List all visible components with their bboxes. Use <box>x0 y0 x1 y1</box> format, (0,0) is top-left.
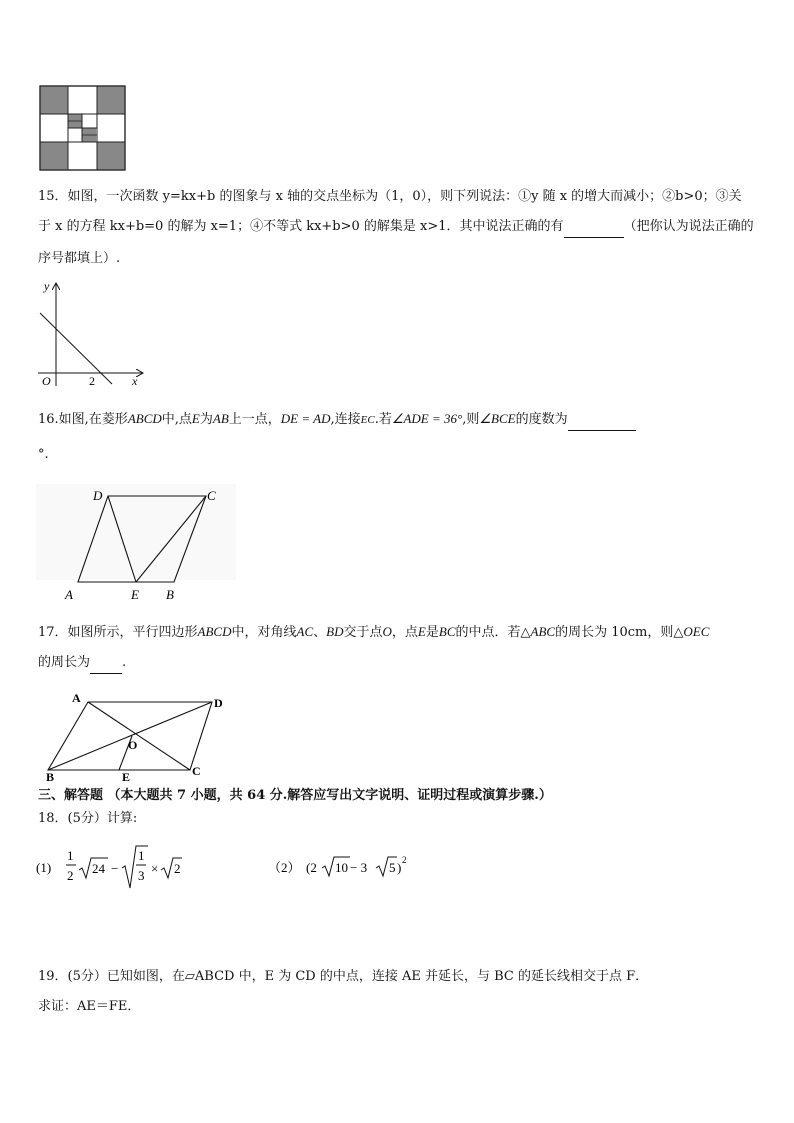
q15-line2-note: （把你认为说法正确的 <box>623 219 754 234</box>
q17-text: 的中点．若△ <box>455 625 531 640</box>
q17-math: ABCD <box>197 624 232 639</box>
q18-half-num: 1 <box>67 848 74 863</box>
q17-math: E <box>417 624 426 639</box>
q16-text: .若 <box>374 412 392 427</box>
q15-origin-label: O <box>42 374 51 388</box>
q17-math: O <box>382 624 392 639</box>
q16-math: E <box>191 411 200 426</box>
q16-answer-blank[interactable] <box>568 414 636 431</box>
q15-linear-function-graph <box>36 278 148 390</box>
q17-math: BC <box>438 624 456 639</box>
q18-part2-label: （2） <box>268 860 301 875</box>
q17-diagonal-ac <box>88 702 190 770</box>
q16-degree-tail: °. <box>38 447 49 462</box>
q16-math: ABCD <box>127 411 162 426</box>
q15-line1: 15．如图，一次函数 y=kx+b 的图象与 x 轴的交点坐标为（1，0），则下列说法：①y 随 x 的增大而减小；②b>0；③关 <box>38 189 742 204</box>
q17-text: . <box>122 655 127 670</box>
q17-line1 <box>38 621 709 644</box>
q17-text: 的周长为 10cm，则△ <box>555 625 684 640</box>
q18-part2-expression <box>268 846 418 886</box>
q16-text: 为 <box>199 412 213 427</box>
q17-text: 的周长为 <box>38 655 91 670</box>
q16-text: ,连接 <box>330 412 361 427</box>
q16-text: 上一点， <box>228 412 281 427</box>
q18-part1-expression <box>36 842 216 892</box>
q17-line2 <box>38 652 126 674</box>
q17-math: OEC <box>683 624 710 639</box>
q17-text: 中，对角线 <box>231 625 297 640</box>
q16-text: ,则 <box>462 412 480 427</box>
q18-p2-close: ) <box>397 860 402 875</box>
q17-label-c: C <box>192 764 201 778</box>
q16-math: DE = AD <box>280 411 331 426</box>
q19-line1: 19．(5分）已知如图，在▱ABCD 中，E 为 CD 的中点，连接 AE 并延长，与 BC 的延长线相交于点 F． <box>38 969 649 984</box>
q17-text: 、 <box>313 625 327 640</box>
q18-half-den: 2 <box>67 868 74 883</box>
q17-label-e: E <box>122 770 131 782</box>
q17-text: 17．如图所示，平行四边形 <box>38 625 198 640</box>
q16-text: 的度数为 <box>515 412 568 427</box>
q16-label-b: B <box>166 587 174 602</box>
q17-text: ，点 <box>391 625 418 640</box>
q18-part1-label: (1) <box>36 860 52 875</box>
q18-r24: 24 <box>92 861 105 876</box>
q15-line2-text: 于 x 的方程 kx+b=0 的解为 x=1；④不等式 kx+b>0 的解集是 x>1．其中说法正确的有 <box>38 219 564 234</box>
q18-r5: 5 <box>389 860 396 875</box>
q17-math: AC <box>296 624 314 639</box>
q15-x-label: x <box>132 374 138 388</box>
q16-label-c: C <box>207 488 216 503</box>
q17-math: BD <box>326 624 344 639</box>
q18-third-den: 3 <box>138 868 145 883</box>
q15-line2 <box>38 216 754 238</box>
q17-math: ABC <box>530 624 556 639</box>
q19-line2: 求证：AE＝FE． <box>38 999 141 1014</box>
q16-text: 中,点 <box>161 412 192 427</box>
q15-tick-label: 2 <box>89 374 95 388</box>
q15-answer-blank[interactable] <box>564 221 624 238</box>
q18-title: 18．(5分）计算: <box>38 811 138 826</box>
q16-label-d: D <box>93 488 103 503</box>
q17-label-b: B <box>46 770 55 782</box>
q16-math: EC <box>360 414 375 426</box>
q16-math: AB <box>212 411 229 426</box>
q17-diagonal-bd <box>48 702 212 770</box>
q16-line1 <box>38 408 636 431</box>
q17-text: 是 <box>425 625 439 640</box>
q18-p2-mid: − 3 <box>350 860 368 875</box>
section-3-heading: 三、解答题 （本大题共 7 小题，共 64 分.解答应写出文字说明、证明过程或演算步骤.） <box>38 788 552 803</box>
q18-times: × <box>151 861 159 876</box>
q18-minus: − <box>111 861 119 876</box>
q15-line3: 序号都填上）. <box>38 251 121 266</box>
q16-rhombus-figure <box>36 480 246 606</box>
q16-label-a: A <box>65 587 73 602</box>
q18-third-num: 1 <box>138 848 145 863</box>
q16-math: ∠ADE = 36° <box>391 411 463 426</box>
q17-text: 交于点 <box>343 625 383 640</box>
q17-parallelogram-figure <box>40 690 240 782</box>
q16-label-e: E <box>131 587 139 602</box>
q17-label-a: A <box>72 691 81 705</box>
q18-r2: 2 <box>174 861 181 876</box>
q15-y-label: y <box>44 279 50 293</box>
q17-label-d: D <box>214 696 223 710</box>
q18-r10: 10 <box>335 860 348 875</box>
q18-square-exponent: 2 <box>402 855 407 865</box>
q17-answer-blank[interactable] <box>90 657 122 674</box>
q18-p2-open: (2 <box>306 860 317 875</box>
q16-text: 16.如图,在菱形 <box>38 412 128 427</box>
grid-pattern-figure <box>39 85 127 171</box>
q17-label-o: O <box>128 738 138 752</box>
q16-math: ∠BCE <box>479 411 516 426</box>
